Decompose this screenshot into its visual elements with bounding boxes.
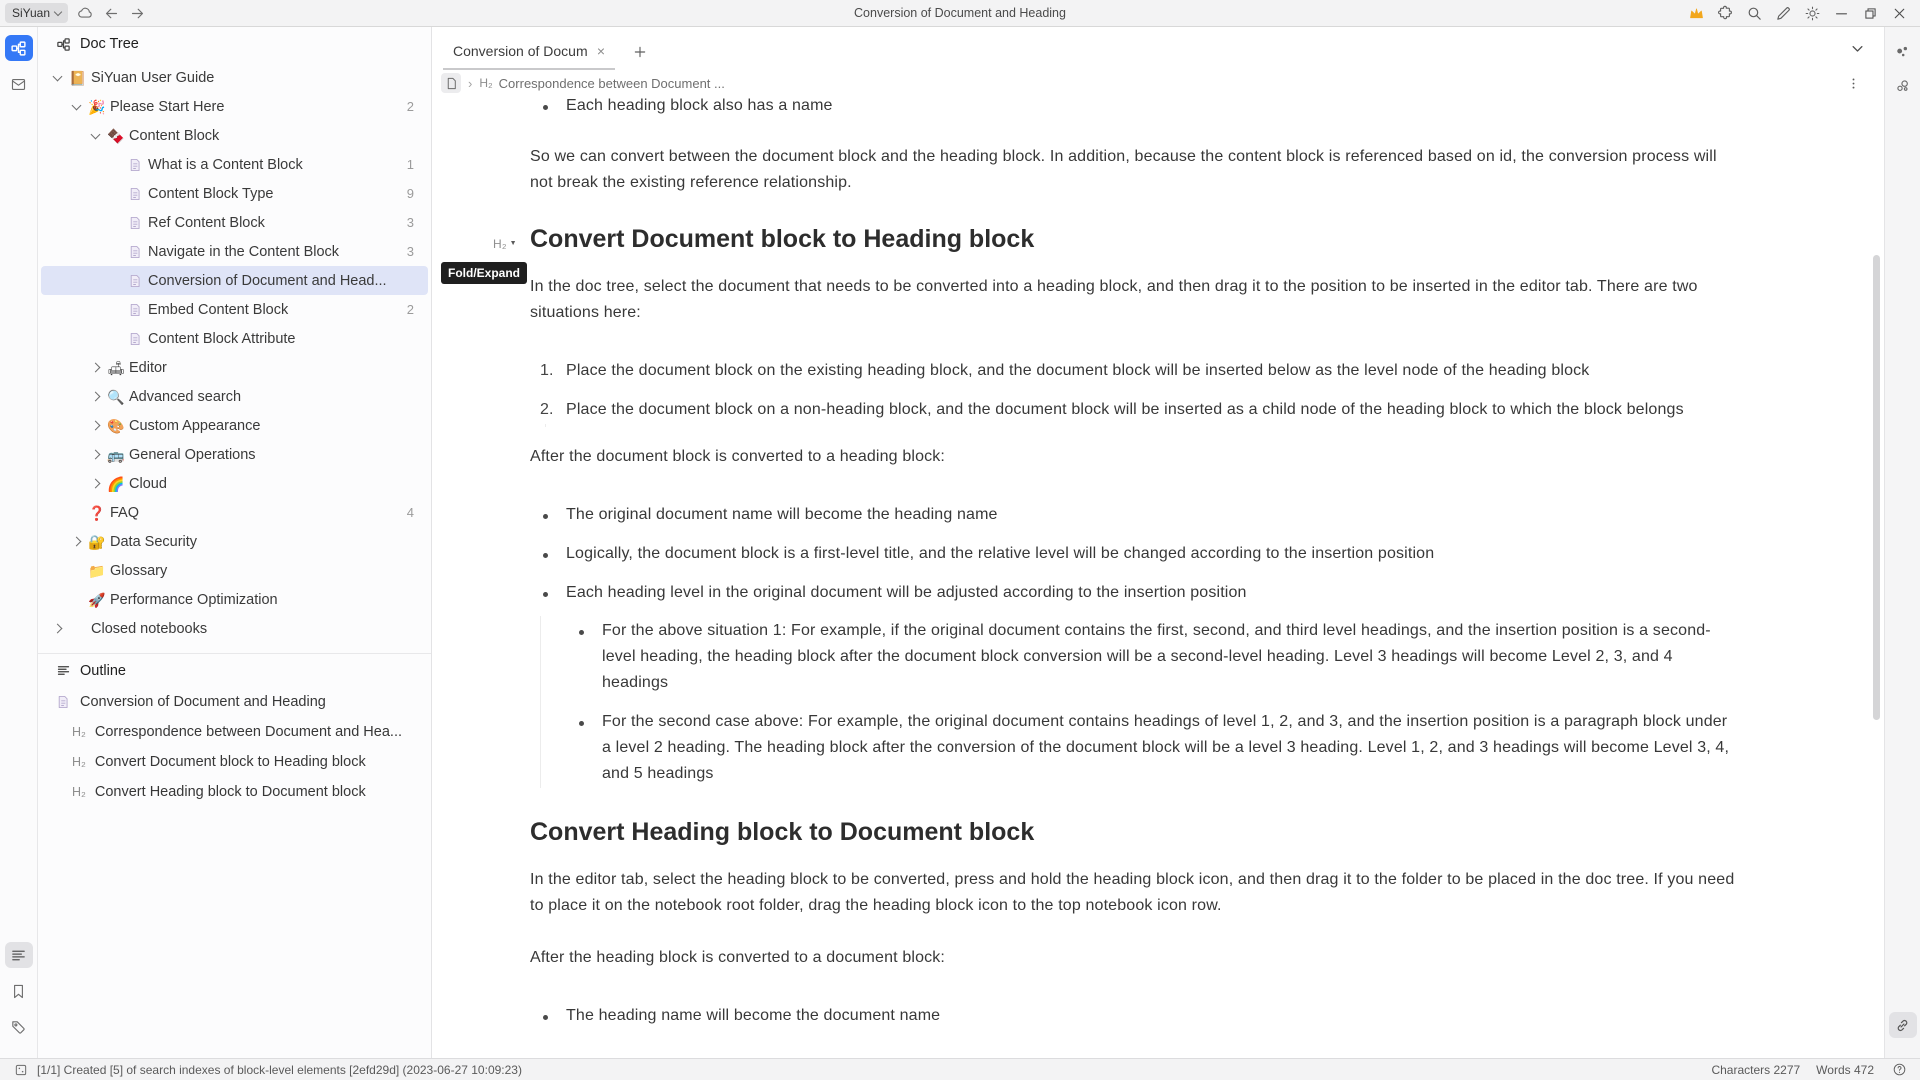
notebook-emoji-icon: 🔍 xyxy=(107,388,125,405)
heading-text: Convert Heading block to Document block xyxy=(530,818,1035,846)
fold-expand-tooltip: Fold/Expand xyxy=(441,262,527,284)
list-item-block[interactable] xyxy=(530,574,1740,801)
notebook-emoji-icon: 🎨 xyxy=(107,417,125,434)
list-item-block[interactable] xyxy=(566,703,1740,794)
chevron-down-icon xyxy=(54,7,62,15)
outline-dock-icon[interactable] xyxy=(5,942,33,968)
global-graph-icon[interactable] xyxy=(1889,73,1917,99)
more-icon[interactable] xyxy=(1844,74,1862,92)
tab-title: Conversion of Docum xyxy=(453,42,588,59)
doc-file-icon xyxy=(124,187,146,201)
breadcrumb-item[interactable]: Correspondence between Document ... xyxy=(498,75,725,91)
list-item-text: Logically, the document block is a first-level title, and the relative level will be changed according to the insertion position xyxy=(566,545,1435,562)
list-item-text: Each heading level in the original document will be adjusted according to the insertion position For the above situation 1: For example, if the original document contains the first, second, and third level headings, and the insertion position is a second-level heading, the heading block after the document block conversion will be a second-level heading. Level 3 headings will become Level 2, 3, and 4 headings For the second case above: For example, the original document contains headings of level 1, 2, and 3, and the insertion position is a paragraph block under a level 2 heading. The heading block after the conversion of the document block will be a level 3 heading. Level 1, 2, and 3 headings will become Level 3, 4, and 5 headings xyxy=(566,580,1740,794)
forward-icon[interactable] xyxy=(128,4,146,22)
outline-panel-header[interactable] xyxy=(38,653,431,687)
doc-tree-item[interactable] xyxy=(41,92,428,121)
inbox-icon[interactable] xyxy=(5,71,33,97)
doc-tree-item-label: Ref Content Block xyxy=(148,214,265,231)
list-item-text: Place the document block on a non-heading block, and the document block will be inserted as a child node of the heading block to which the block belongs xyxy=(566,401,1684,418)
list-item-block[interactable] xyxy=(530,535,1740,574)
doc-tree-item-label: Closed notebooks xyxy=(91,620,208,637)
notebook-emoji-icon: 🚌 xyxy=(107,446,125,463)
doc-tree-item-label: Performance Optimization xyxy=(110,591,278,608)
index-status-icon xyxy=(12,1061,30,1079)
doc-tree-item-label: SiYuan User Guide xyxy=(91,69,215,86)
doc-tree-item[interactable] xyxy=(41,411,428,440)
close-icon[interactable] xyxy=(1890,4,1908,22)
list-item-block[interactable] xyxy=(530,391,1740,430)
cloud-sync-icon[interactable] xyxy=(76,4,94,22)
doc-tree-item-label: FAQ xyxy=(110,504,140,521)
notebook-emoji-icon: 🚀 xyxy=(88,591,106,608)
chevron-down-icon[interactable] xyxy=(48,76,67,80)
h2-marker: H₂ xyxy=(72,755,86,769)
doc-tree-item[interactable] xyxy=(41,527,428,556)
bullet-list-block[interactable] xyxy=(530,496,1740,801)
chevron-right-icon[interactable] xyxy=(86,422,105,429)
tab-bar xyxy=(433,27,1884,70)
doc-tree-item[interactable] xyxy=(41,382,428,411)
doc-tree-item[interactable] xyxy=(41,179,428,208)
h2-marker: H₂ xyxy=(72,785,86,799)
doc-count-badge: 3 xyxy=(406,244,414,259)
doc-tree-item[interactable] xyxy=(41,585,428,614)
graph-icon[interactable] xyxy=(1889,39,1917,65)
tab-list-chevron-icon[interactable] xyxy=(1848,40,1866,58)
doc-tree-item-label: Content Block Attribute xyxy=(148,330,296,347)
bullet-marker-icon xyxy=(540,541,566,567)
number-marker: 2. xyxy=(540,401,554,418)
sidebar xyxy=(38,27,432,1058)
doc-count-badge: 4 xyxy=(406,505,414,520)
doc-file-icon xyxy=(124,274,146,288)
doc-tree-item-label: Editor xyxy=(129,359,167,376)
extensions-icon[interactable] xyxy=(1716,4,1734,22)
doc-tree-item-label: Custom Appearance xyxy=(129,417,261,434)
paragraph-block[interactable]: In the doc tree, select the document that needs to be converted into a heading block, and then drag it to the position to be inserted in the editor tab. There are two situations here: xyxy=(530,278,1698,321)
tab-conversion-of-document[interactable] xyxy=(443,33,615,70)
doc-tree-item-label: Conversion of Document and Head... xyxy=(148,272,387,289)
bullet-list-block[interactable] xyxy=(530,997,1740,1036)
chevron-right-icon[interactable] xyxy=(86,364,105,371)
paragraph-block[interactable]: After the heading block is converted to a document block: xyxy=(530,949,946,966)
left-dock xyxy=(0,27,38,1058)
outline-item-label: Correspondence between Document and Hea... xyxy=(94,724,402,740)
list-item-text: Place the document block on the existing heading block, and the document block will be inserted below as the level node of the heading block xyxy=(566,362,1590,379)
ordered-list-block[interactable] xyxy=(530,352,1740,430)
nested-list xyxy=(566,612,1740,794)
doc-tree-item-label: Navigate in the Content Block xyxy=(148,243,340,260)
backlinks-icon[interactable] xyxy=(1889,1012,1917,1038)
tag-icon[interactable] xyxy=(5,1014,33,1040)
doc-file-icon xyxy=(124,158,146,172)
doc-count-badge: 1 xyxy=(406,157,414,172)
notebook-emoji-icon: 🌈 xyxy=(107,475,125,492)
outline-item[interactable] xyxy=(38,747,431,777)
list-item-text: The heading name will become the document name xyxy=(566,1007,941,1024)
doc-tree-item[interactable] xyxy=(41,266,428,295)
outline-panel-title: Outline xyxy=(80,662,126,679)
doc-file-icon xyxy=(52,695,74,709)
list-item-text: The original document name will become the heading name xyxy=(566,506,998,523)
search-icon[interactable] xyxy=(1745,4,1763,22)
doc-tree-item[interactable] xyxy=(41,295,428,324)
bullet-marker-icon xyxy=(540,502,566,528)
chevron-right-icon[interactable] xyxy=(86,393,105,400)
chevron-right-icon[interactable] xyxy=(86,480,105,487)
number-marker: 1. xyxy=(540,362,554,379)
doc-tree-list xyxy=(38,61,431,643)
edit-icon[interactable] xyxy=(1774,4,1792,22)
doc-tree-item[interactable] xyxy=(41,353,428,382)
breadcrumb-separator: › xyxy=(468,75,473,91)
doc-tree-item-label: Content Block Type xyxy=(148,185,274,202)
notebook-emoji-icon: 🔐 xyxy=(88,533,106,550)
outline-list xyxy=(38,687,431,807)
notebook-emoji-icon: 🍫 xyxy=(107,127,125,144)
bullet-marker-icon xyxy=(576,709,602,787)
doc-tree-icon xyxy=(54,35,72,53)
doc-tree-item[interactable] xyxy=(41,440,428,469)
doc-tree-item[interactable] xyxy=(41,237,428,266)
doc-tree-item[interactable] xyxy=(41,614,428,643)
list-item-text: For the above situation 1: For example, if the original document contains the first, second, and third level headings, and the insertion position is a second-level heading, the heading block after the document block conversion will be a second-level heading. Level 3 headings will become Level 2, 3, and 4 headings xyxy=(602,622,1711,691)
notebook-emoji-icon: 📔 xyxy=(69,69,87,86)
outline-item[interactable] xyxy=(38,717,431,747)
doc-tree-item-label: What is a Content Block xyxy=(148,156,303,173)
back-icon[interactable] xyxy=(102,4,120,22)
bullet-marker-icon xyxy=(540,1003,566,1029)
bookmark-icon[interactable] xyxy=(5,978,33,1004)
doc-tree-dock-icon[interactable] xyxy=(5,35,33,61)
doc-tree-item-label: Glossary xyxy=(110,562,168,579)
outline-item-label: Convert Document block to Heading block xyxy=(94,754,366,770)
doc-tree-panel-header[interactable] xyxy=(38,27,431,61)
characters-count: Characters 2277 xyxy=(1711,1062,1801,1077)
outline-item[interactable] xyxy=(38,687,431,717)
doc-tree-item-label: General Operations xyxy=(129,446,256,463)
heading-text: Convert Document block to Heading block xyxy=(530,225,1035,253)
help-icon[interactable] xyxy=(1890,1061,1908,1079)
doc-tree-item[interactable] xyxy=(41,150,428,179)
list-item-text: Each heading block also has a name xyxy=(566,97,833,114)
doc-count-badge: 2 xyxy=(406,302,414,317)
outline-item[interactable] xyxy=(38,777,431,807)
doc-tree-item-label: Embed Content Block xyxy=(148,301,289,318)
paragraph-block[interactable]: So we can convert between the document block and the heading block. In addition, because the content block is referenced based on id, the conversion process will not break the existing reference relationship. xyxy=(530,148,1717,191)
heading-fold-gutter[interactable]: H₂ ▼ xyxy=(493,231,517,257)
heading-block[interactable] xyxy=(530,815,1740,849)
doc-count-badge: 3 xyxy=(406,215,414,230)
doc-file-icon xyxy=(124,332,146,346)
words-count: Words 472 xyxy=(1816,1062,1874,1077)
app-menu-button[interactable] xyxy=(5,3,68,23)
theme-icon[interactable] xyxy=(1803,4,1821,22)
new-tab-icon[interactable] xyxy=(631,33,649,70)
doc-tree-item[interactable] xyxy=(41,469,428,498)
right-dock xyxy=(1884,27,1920,1058)
outline-item-label: Convert Heading block to Document block xyxy=(94,784,366,800)
doc-tree-item-label: Data Security xyxy=(110,533,198,550)
chevron-down-icon[interactable] xyxy=(67,105,86,109)
doc-tree-item[interactable] xyxy=(41,121,428,150)
doc-file-icon xyxy=(124,245,146,259)
status-message: [1/1] Created [5] of search indexes of block-level elements [2efd29d] (2023-06-27 10:09:23) xyxy=(37,1062,522,1077)
tab-close-icon[interactable]: × xyxy=(596,42,605,59)
doc-count-badge: 2 xyxy=(406,99,414,114)
window-title: Conversion of Document and Heading xyxy=(854,6,1066,20)
chevron-right-icon[interactable] xyxy=(67,538,86,545)
list-item-block[interactable] xyxy=(566,612,1740,703)
status-bar xyxy=(0,1058,1920,1080)
editor-scrollbar[interactable] xyxy=(1873,255,1880,720)
doc-tree-item-label: Cloud xyxy=(129,475,167,492)
minimize-icon[interactable] xyxy=(1832,4,1850,22)
bullet-marker-icon xyxy=(576,618,602,696)
maximize-icon[interactable] xyxy=(1861,4,1879,22)
doc-tree-item[interactable] xyxy=(41,324,428,353)
bullet-marker-icon xyxy=(540,93,566,119)
document-icon[interactable] xyxy=(441,73,461,93)
notebook-emoji-icon: ❓ xyxy=(88,504,106,521)
doc-count-badge: 9 xyxy=(406,186,414,201)
doc-tree-item[interactable] xyxy=(41,556,428,585)
doc-tree-item[interactable] xyxy=(41,498,428,527)
doc-tree-item[interactable] xyxy=(41,63,428,92)
notebook-emoji-icon: 🛋 xyxy=(107,359,125,376)
outline-icon xyxy=(54,662,72,680)
doc-tree-item-label: Please Start Here xyxy=(110,98,225,115)
bullet-marker-icon xyxy=(540,580,566,794)
paragraph-block[interactable]: In the editor tab, select the heading block to be converted, press and hold the heading block icon, and then drag it to the folder to be placed in the doc tree. If you need to place it on the notebook root folder, drag the heading block icon to the top notebook icon row. xyxy=(530,871,1735,914)
editor-content[interactable] xyxy=(493,96,1740,1056)
doc-file-icon xyxy=(124,303,146,317)
app-menu-label: SiYuan xyxy=(12,6,51,20)
list-item-block[interactable] xyxy=(530,352,1740,391)
list-item-block[interactable] xyxy=(530,496,1740,535)
doc-tree-panel-title: Doc Tree xyxy=(80,36,139,52)
h2-marker: H₂ xyxy=(72,725,86,739)
fold-triangle-icon: ▼ xyxy=(509,240,517,247)
heading-block[interactable] xyxy=(493,222,1740,256)
chevron-right-icon[interactable] xyxy=(86,451,105,458)
notebook-emoji-icon: 📁 xyxy=(88,562,106,579)
notebook-emoji-icon: 🎉 xyxy=(88,98,106,115)
doc-file-icon xyxy=(124,216,146,230)
titlebar xyxy=(0,0,1920,27)
list-item-block[interactable] xyxy=(530,997,1740,1036)
crown-icon[interactable] xyxy=(1687,4,1705,22)
doc-tree-item-label: Content Block xyxy=(129,127,220,144)
doc-tree-item-label: Advanced search xyxy=(129,388,242,405)
doc-tree-item[interactable] xyxy=(41,208,428,237)
breadcrumb-h2-marker: H₂ xyxy=(479,76,493,90)
breadcrumb xyxy=(433,70,1884,96)
list-item-text: For the second case above: For example, the original document contains headings of level 1, 2, and 3, and the insertion position is a paragraph block under a level 2 heading. The heading block after the conversion of the document block will be a level 3 heading. Level 1, 2, and 3 headings will become Level 3, 4, and 5 headings xyxy=(602,713,1730,782)
outline-item-label: Conversion of Document and Heading xyxy=(80,694,326,710)
paragraph-block[interactable]: After the document block is converted to a heading block: xyxy=(530,448,946,465)
chevron-right-icon[interactable] xyxy=(48,625,67,632)
chevron-down-icon[interactable] xyxy=(86,134,105,138)
